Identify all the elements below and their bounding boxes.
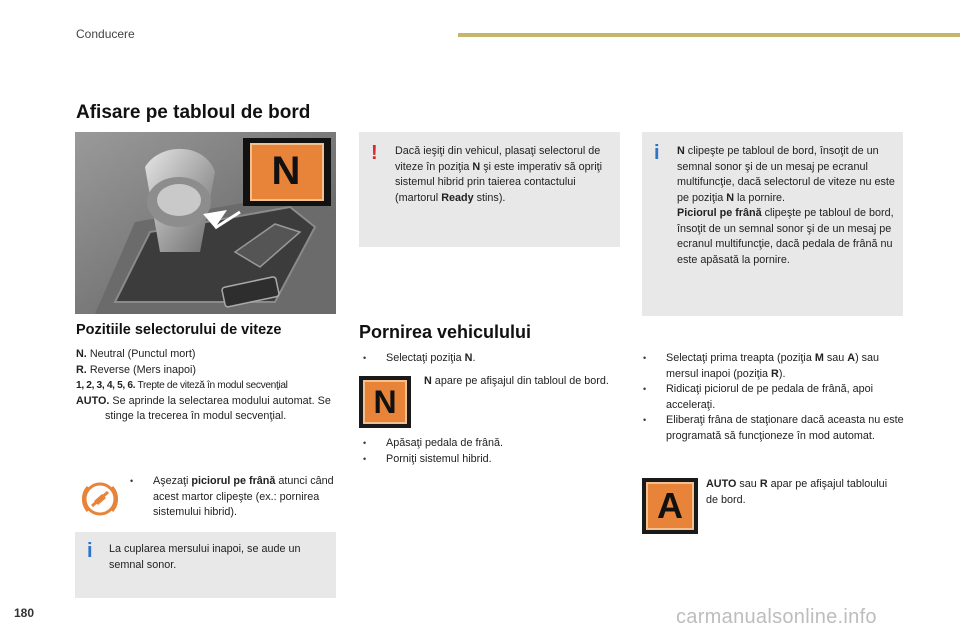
drive-step-release-brake: • Eliberaţi frâna de staţionare dacă aceasta nu este programată să funcţioneze în mod automat. bbox=[643, 414, 904, 442]
auto-indicator-text: AUTO sau R apar pe afişajul tabloului de bord. bbox=[706, 478, 888, 506]
selector-modes-list bbox=[76, 347, 338, 425]
neutral-indicator-icon bbox=[359, 376, 411, 428]
mode-sequential bbox=[76, 378, 338, 394]
warning-box bbox=[359, 132, 620, 247]
brake-note bbox=[130, 474, 336, 521]
mode-key: N. bbox=[76, 348, 87, 360]
startup-info-text: N clipeşte pe tabloul de bord, însoţit de un semnal sonor şi de un mesaj pe ecranul multifuncţie, dacă selectorul de viteze nu este pe poziţia N la pornire. Piciorul pe frână clipeşte pe tabloul de bord, însoţit de un semnal sonor şi de un mesaj pe ecranul multifuncţie, dacă pedala de frână nu este apăsată la pornire. bbox=[677, 145, 895, 266]
info-icon: i bbox=[654, 142, 660, 164]
mode-key: R. bbox=[76, 363, 87, 376]
auto-indicator-letter: A bbox=[646, 482, 694, 530]
mode-reverse bbox=[76, 363, 338, 379]
selector-heading: Pozitiile selectorului de viteze bbox=[76, 322, 282, 338]
bullet-marker: • bbox=[130, 476, 134, 486]
warning-icon: ! bbox=[371, 142, 378, 164]
auto-indicator-icon bbox=[642, 478, 698, 534]
mode-auto bbox=[76, 394, 338, 425]
header-title: Conducere bbox=[76, 27, 135, 41]
warning-text: Dacă ieşiţi din vehicul, plasaţi selectorul de viteze în poziţia N şi este imperativ să opriţi sistemul hibrid prin taierea contactului (martorul Ready stins). bbox=[395, 145, 603, 204]
mode-text: Reverse (Mers inapoi) bbox=[89, 363, 197, 376]
reverse-info-text: La cuplarea mersului inapoi, se aude un semnal sonor. bbox=[109, 543, 301, 571]
gear-selector-photo bbox=[75, 132, 336, 314]
startup-info-box bbox=[642, 132, 903, 316]
photo-indicator-letter: N bbox=[271, 148, 301, 193]
drive-step-accelerate: • Ridicaţi piciorul de pe pedala de frână, apoi acceleraţi. bbox=[643, 383, 874, 411]
mode-text: Neutral (Punctul mort) bbox=[89, 348, 196, 360]
section-title: Afisare pe tabloul de bord bbox=[76, 102, 311, 123]
reverse-info-box bbox=[75, 532, 336, 598]
start-heading: Pornirea vehiculului bbox=[359, 322, 532, 342]
page-number: 180 bbox=[14, 606, 35, 620]
mode-text: Se aprinde la selectarea modului automat. Se stinge la trecerea în modul secvenţial. bbox=[105, 394, 331, 422]
mode-neutral bbox=[76, 347, 338, 363]
mode-key: 1, 2, 3, 4, 5, 6. bbox=[76, 380, 136, 391]
watermark: carmanualsonline.info bbox=[676, 606, 877, 628]
header-rule bbox=[458, 33, 960, 37]
drive-step-select: • Selectaţi prima treapta (poziţia M sau A) sau mersul inapoi (poziţia R). bbox=[643, 352, 880, 380]
bullet-marker: • bbox=[363, 353, 367, 363]
neutral-indicator-text: N apare pe afişajul din tabloul de bord. bbox=[424, 375, 609, 387]
drive-steps bbox=[643, 351, 905, 444]
start-step-1: • Selectaţi poziţia N. bbox=[363, 351, 619, 367]
mode-key: AUTO. bbox=[76, 394, 110, 407]
brake-note-text: Aşezaţi piciorul pe frână atunci când acest martor clipeşte (ex.: pornirea sistemului hibrid). bbox=[153, 475, 334, 518]
neutral-indicator-letter: N bbox=[363, 380, 407, 424]
brake-warning-icon bbox=[80, 479, 120, 519]
start-steps-2 bbox=[363, 436, 619, 467]
start-step-hybrid: • Porniţi sistemul hibrid. bbox=[363, 452, 492, 465]
mode-text: Trepte de viteză în modul secvenţial bbox=[137, 380, 288, 391]
start-step-brake: • Apăsaţi pedala de frână. bbox=[363, 437, 504, 449]
info-icon: i bbox=[87, 540, 93, 562]
